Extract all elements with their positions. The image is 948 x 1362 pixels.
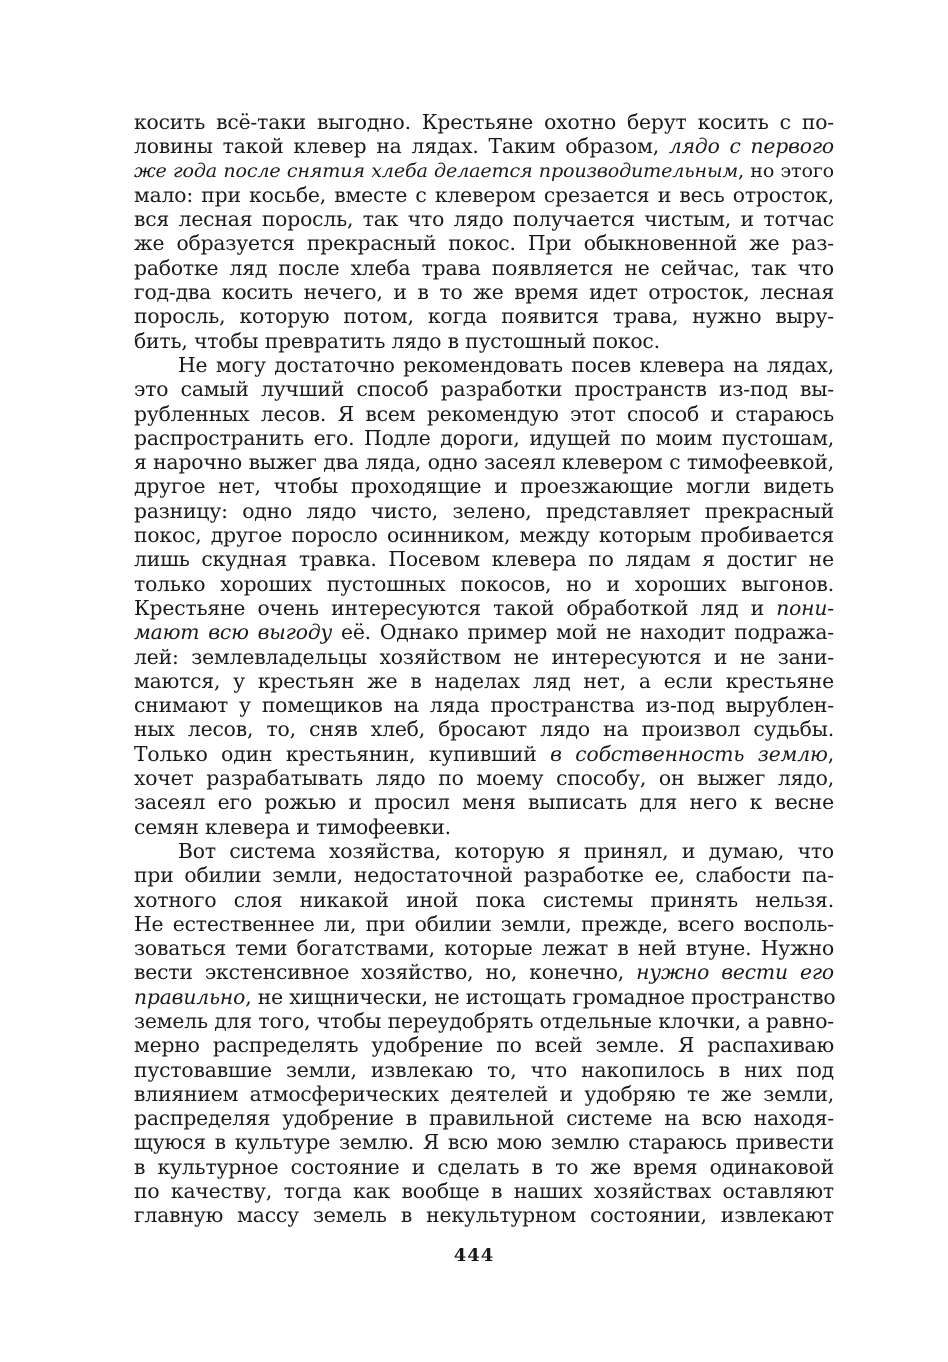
paragraph: [134, 839, 834, 1228]
text-line: бить, чтобы превратить лядо в пустошный покос.: [134, 328, 660, 353]
text-line: поросль, которую потом, когда появится трава, нужно выру-: [134, 304, 834, 329]
text-line: лей: землевладельцы хозяйством не интересуются и не зани-: [134, 644, 834, 669]
text-line: в культурное состояние и сделать в то же время одинаковой: [134, 1154, 834, 1179]
text-line: мерно распределять удобрение по всей земле. Я распахиваю: [134, 1033, 834, 1058]
text-line: косить всё-таки выгодно. Крестьяне охотно берут косить с по-: [134, 110, 834, 134]
paragraph: [134, 353, 834, 839]
text-line: снимают у помещиков на ляда пространства из-под вырублен-: [134, 693, 834, 718]
text-line: это самый лучший способ разработки пространств из-под вы-: [134, 377, 834, 402]
text-line: другое нет, чтобы проходящие и проезжающие могли видеть: [134, 474, 834, 499]
text-line: разницу: одно лядо чисто, зелено, представляет прекрасный: [134, 498, 834, 523]
text-line: при обилии земли, недостаточной разработке ее, слабости па-: [134, 863, 834, 888]
text-line: только хороших пустошных покосов, но и хороших выгонов.: [134, 571, 834, 596]
text-line: Крестьяне очень интересуются такой обработкой ляд и пони-: [134, 595, 834, 620]
text-line: семян клевера и тимофеевки.: [134, 814, 451, 839]
text-line: год-два косить нечего, и в то же время идет отросток, лесная: [134, 280, 834, 305]
page-text: [134, 110, 834, 1228]
text-line: влиянием атмосферических деятелей и удобряю те же земли,: [134, 1081, 834, 1106]
text-line: щуюся в культуре землю. Я всю мою землю стараюсь привести: [134, 1130, 834, 1155]
text-line: Не естественнее ли, при обилии земли, прежде, всего восполь-: [134, 911, 834, 936]
text-line: Не могу достаточно рекомендовать посев клевера на лядах,: [178, 352, 834, 377]
text-line: хотного слоя никакой иной пока системы принять нельзя.: [134, 887, 834, 912]
text-line: ных лесов, то, сняв хлеб, бросают лядо на произвол судьбы.: [134, 717, 834, 742]
text-line: Вот система хозяйства, которую я принял, и думаю, что: [178, 838, 834, 863]
paragraph: [134, 110, 834, 353]
text-line: распространить его. Подле дороги, идущей по моим пустошам,: [134, 425, 834, 450]
text-line: покос, другое поросло осинником, между которым пробивается: [134, 523, 834, 548]
text-line: работке ляд после хлеба трава появляется не сейчас, так что: [134, 255, 834, 280]
text-line: распределяя удобрение в правильной системе на всю находя-: [134, 1106, 834, 1131]
text-line: рубленных лесов. Я всем рекомендую этот способ и стараюсь: [134, 401, 834, 426]
text-line: мало: при косьбе, вместе с клевером срезается и весь отросток,: [134, 182, 834, 207]
text-line: Только один крестьянин, купивший в собственность землю,: [134, 741, 834, 766]
text-line: правильно, не хищнически, не истощать громадное пространство: [134, 984, 836, 1009]
text-line: я нарочно выжег два ляда, одно засеял клевером с тимофеевкой,: [134, 450, 834, 475]
text-line: ловины такой клевер на лядах. Таким образом, лядо с первого: [134, 134, 834, 159]
text-line: вести экстенсивное хозяйство, но, конечно, нужно вести его: [134, 960, 834, 985]
text-line: мают всю выгоду её. Однако пример мой не находит подража-: [134, 620, 834, 645]
text-line: хочет разрабатывать лядо по моему способу, он выжег лядо,: [134, 766, 834, 791]
text-line: пустовавшие земли, извлекаю то, что накопилось в них под: [134, 1057, 834, 1082]
text-line: зоваться теми богатствами, которые лежат в ней втуне. Нужно: [134, 936, 834, 961]
text-line: же года после снятия хлеба делается производительным, но этого: [134, 158, 834, 182]
text-line: главную массу земель в некультурном состоянии, извлекают: [134, 1203, 834, 1228]
text-line: же образуется прекрасный покос. При обыкновенной же раз-: [134, 231, 834, 256]
text-line: вся лесная поросль, так что лядо получается чистым, и тотчас: [134, 207, 834, 232]
text-line: по качеству, тогда как вообще в наших хозяйствах оставляют: [134, 1179, 834, 1204]
text-line: земель для того, чтобы переудобрять отдельные клочки, а равно-: [134, 1008, 834, 1033]
text-line: засеял его рожью и просил меня выписать для него к весне: [134, 790, 834, 815]
text-line: маются, у крестьян же в наделах ляд нет, а если крестьяне: [134, 668, 834, 693]
page-number: 444: [453, 1245, 495, 1266]
text-line: лишь скудная травка. Посевом клевера по лядам я достиг не: [134, 547, 834, 572]
